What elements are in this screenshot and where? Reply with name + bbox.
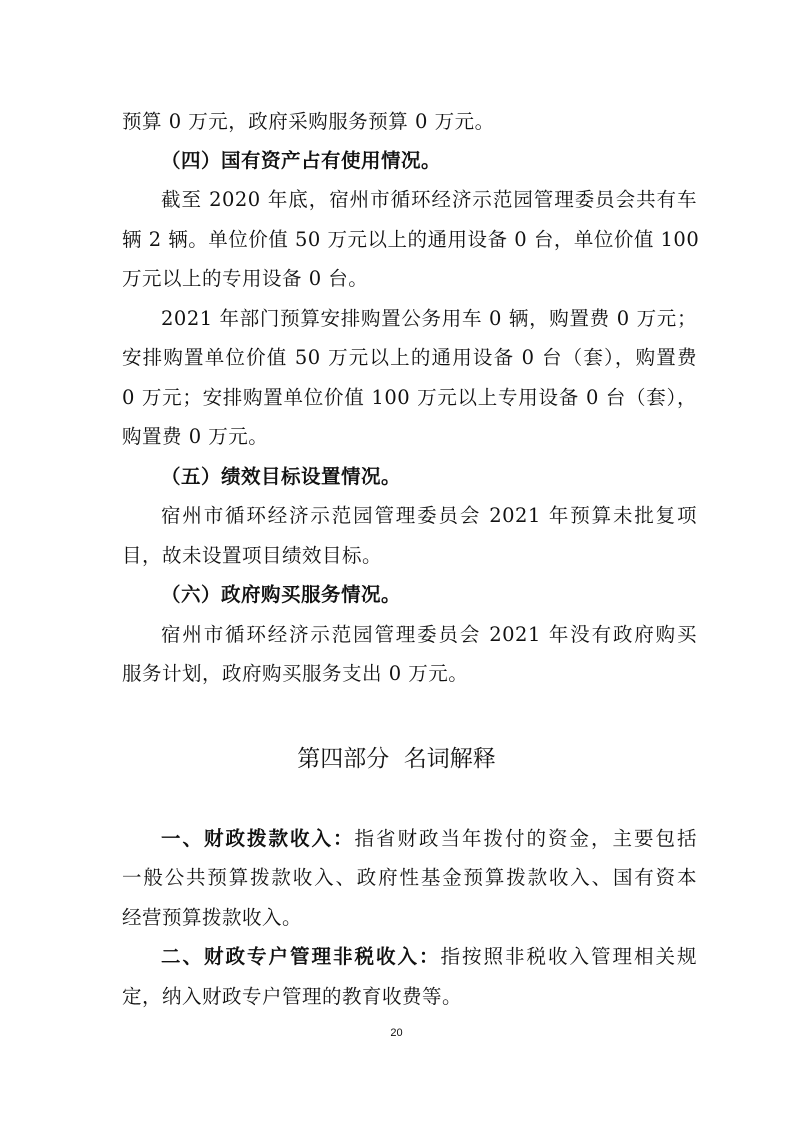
section-heading-4: （四）国有资产占有使用情况。 <box>161 149 442 172</box>
paragraph-line: 宿州市循环经济示范园管理委员会 2021 年预算未批复项 <box>161 504 697 527</box>
paragraph-line: 购置费 0 万元。 <box>122 425 269 448</box>
paragraph-line: 定，纳入财政专户管理的教育收费等。 <box>122 985 463 1008</box>
paragraph-line: 0 万元；安排购置单位价值 100 万元以上专用设备 0 台（套）， <box>122 386 697 409</box>
paragraph-line: 截至 2020 年底，宿州市循环经济示范园管理委员会共有车 <box>161 188 697 211</box>
paragraph-line: 2021 年部门预算安排购置公务用车 0 辆，购置费 0 万元； <box>161 307 697 330</box>
term-definition-line <box>161 943 697 971</box>
term-label: 二、财政专户管理非税收入： <box>161 945 441 968</box>
paragraph-line: 一般公共预算拨款收入、政府性基金预算拨款收入、国有资本 <box>122 866 697 889</box>
paragraph-line: 辆 2 辆。单位价值 50 万元以上的通用设备 0 台，单位价值 100 <box>122 228 700 251</box>
section-title: 第四部分 名词解释 <box>297 746 496 772</box>
paragraph-line: 预算 0 万元，政府采购服务预算 0 万元。 <box>122 110 495 133</box>
term-text: 指省财政当年拨付的资金，主要包括 <box>354 827 697 850</box>
term-label: 一、财政拨款收入： <box>161 827 355 850</box>
page-number: 20 <box>390 1027 403 1039</box>
term-text: 指按照非税收入管理相关规 <box>440 945 697 968</box>
paragraph-line: 万元以上的专用设备 0 台。 <box>122 267 369 290</box>
section-heading-6: （六）政府购买服务情况。 <box>161 583 402 606</box>
paragraph-line: 目，故未设置项目绩效目标。 <box>122 544 383 567</box>
section-heading-5: （五）绩效目标设置情况。 <box>161 465 402 488</box>
paragraph-line: 经营预算拨款收入。 <box>122 906 303 929</box>
term-definition-line <box>161 825 697 853</box>
paragraph-line: 安排购置单位价值 50 万元以上的通用设备 0 台（套），购置费 <box>122 346 697 369</box>
paragraph-line: 服务计划，政府购买服务支出 0 万元。 <box>122 662 469 685</box>
paragraph-line: 宿州市循环经济示范园管理委员会 2021 年没有政府购买 <box>161 623 697 646</box>
